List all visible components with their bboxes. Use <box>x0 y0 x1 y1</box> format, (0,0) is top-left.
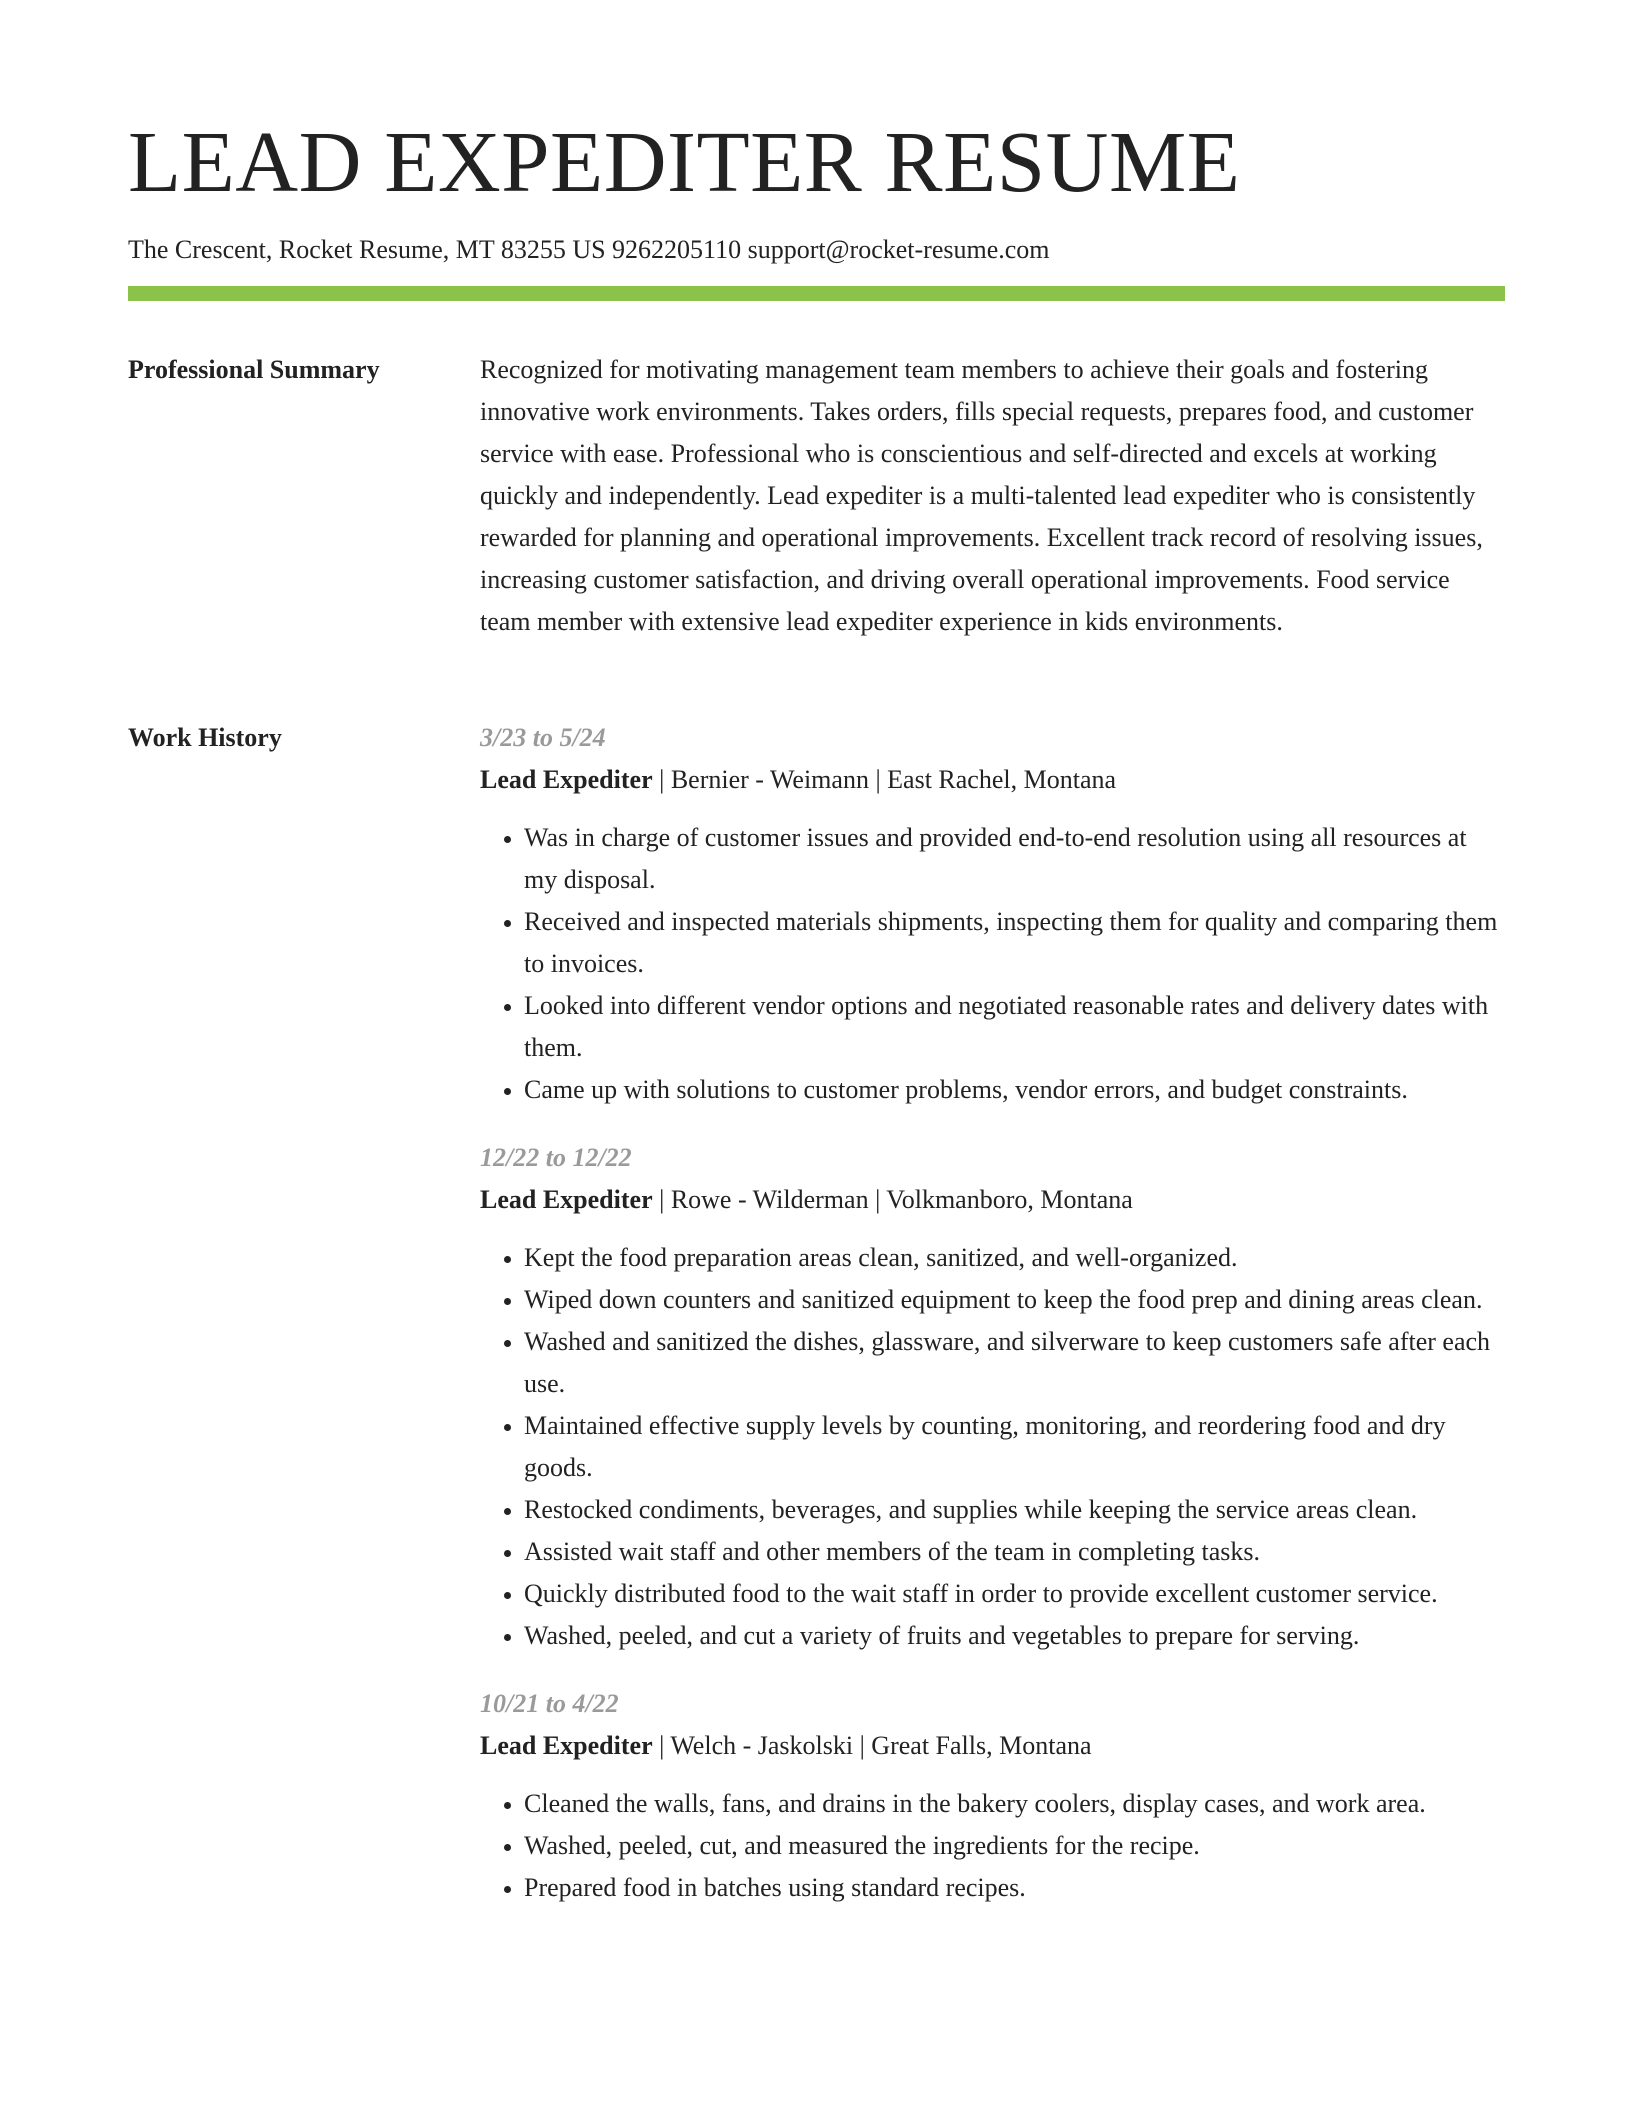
job-bullet: • Looked into different vendor options and negotiated reasonable rates and delivery dates with them. <box>524 985 1505 1069</box>
job-bullet: • Received and inspected materials shipments, inspecting them for quality and comparing them to invoices. <box>524 901 1505 985</box>
job-title-line <box>480 759 1505 801</box>
job-bullet-list <box>480 1237 1505 1657</box>
job-bullet: • Was in charge of customer issues and provided end-to-end resolution using all resources at my disposal. <box>524 817 1505 901</box>
job-role: Lead Expediter <box>480 1185 653 1214</box>
job-bullet: • Kept the food preparation areas clean, sanitized, and well-organized. <box>524 1237 1505 1279</box>
job-bullet: • Cleaned the walls, fans, and drains in the bakery coolers, display cases, and work area. <box>524 1783 1505 1825</box>
job-dates: 10/21 to 4/22 <box>480 1689 619 1718</box>
job-bullet: • Washed, peeled, and cut a variety of fruits and vegetables to prepare for serving. <box>524 1615 1505 1657</box>
job-employer-location: | Rowe - Wilderman | Volkmanboro, Montana <box>652 1185 1133 1214</box>
job-bullet: • Restocked condiments, beverages, and supplies while keeping the service areas clean. <box>524 1489 1505 1531</box>
job-bullet: • Prepared food in batches using standard recipes. <box>524 1867 1505 1909</box>
job-role: Lead Expediter <box>480 765 653 794</box>
job-bullet-list <box>480 1783 1505 1909</box>
job-bullet: • Maintained effective supply levels by counting, monitoring, and reordering food and dry goods. <box>524 1405 1505 1489</box>
job-bullet: • Wiped down counters and sanitized equipment to keep the food prep and dining areas clean. <box>524 1279 1505 1321</box>
job-entry <box>480 717 1505 1111</box>
work-history-body <box>480 717 1505 1935</box>
work-history-heading: Work History <box>128 723 282 752</box>
job-title-line <box>480 1725 1505 1767</box>
summary-text: Recognized for motivating management team members to achieve their goals and fostering innovative work environments. Takes orders, fills special requests, prepares food, and customer service with ease. Professional who is conscientious and self-directed and excels at working quickly and independently. Lead expediter is a multi-talented lead expediter who is consistently rewarded for planning and operational improvements. Excellent track record of resolving issues, increasing customer satisfaction, and driving overall operational improvements. Food service team member with extensive lead expediter experience in kids environments. <box>480 355 1483 636</box>
job-bullet: • Assisted wait staff and other members of the team in completing tasks. <box>524 1531 1505 1573</box>
job-dates: 3/23 to 5/24 <box>480 723 606 752</box>
job-bullet: • Quickly distributed food to the wait staff in order to provide excellent customer service. <box>524 1573 1505 1615</box>
job-bullet-list <box>480 817 1505 1111</box>
job-employer-location: | Welch - Jaskolski | Great Falls, Montana <box>652 1731 1092 1760</box>
job-bullet: • Washed and sanitized the dishes, glassware, and silverware to keep customers safe after each use. <box>524 1321 1505 1405</box>
job-bullet: • Came up with solutions to customer problems, vendor errors, and budget constraints. <box>524 1069 1505 1111</box>
job-employer-location: | Bernier - Weimann | East Rachel, Montana <box>652 765 1117 794</box>
job-entry <box>480 1683 1505 1909</box>
job-bullet: • Washed, peeled, cut, and measured the ingredients for the recipe. <box>524 1825 1505 1867</box>
accent-divider <box>128 286 1505 301</box>
summary-body <box>480 349 1505 643</box>
summary-heading: Professional Summary <box>128 355 380 384</box>
job-entry <box>480 1137 1505 1657</box>
contact-line: The Crescent, Rocket Resume, MT 83255 US 9262205110 support@rocket-resume.com <box>128 235 1050 264</box>
job-role: Lead Expediter <box>480 1731 653 1760</box>
job-dates: 12/22 to 12/22 <box>480 1143 632 1172</box>
resume-title: LEAD EXPEDITER RESUME <box>128 113 1241 210</box>
job-title-line <box>480 1179 1505 1221</box>
